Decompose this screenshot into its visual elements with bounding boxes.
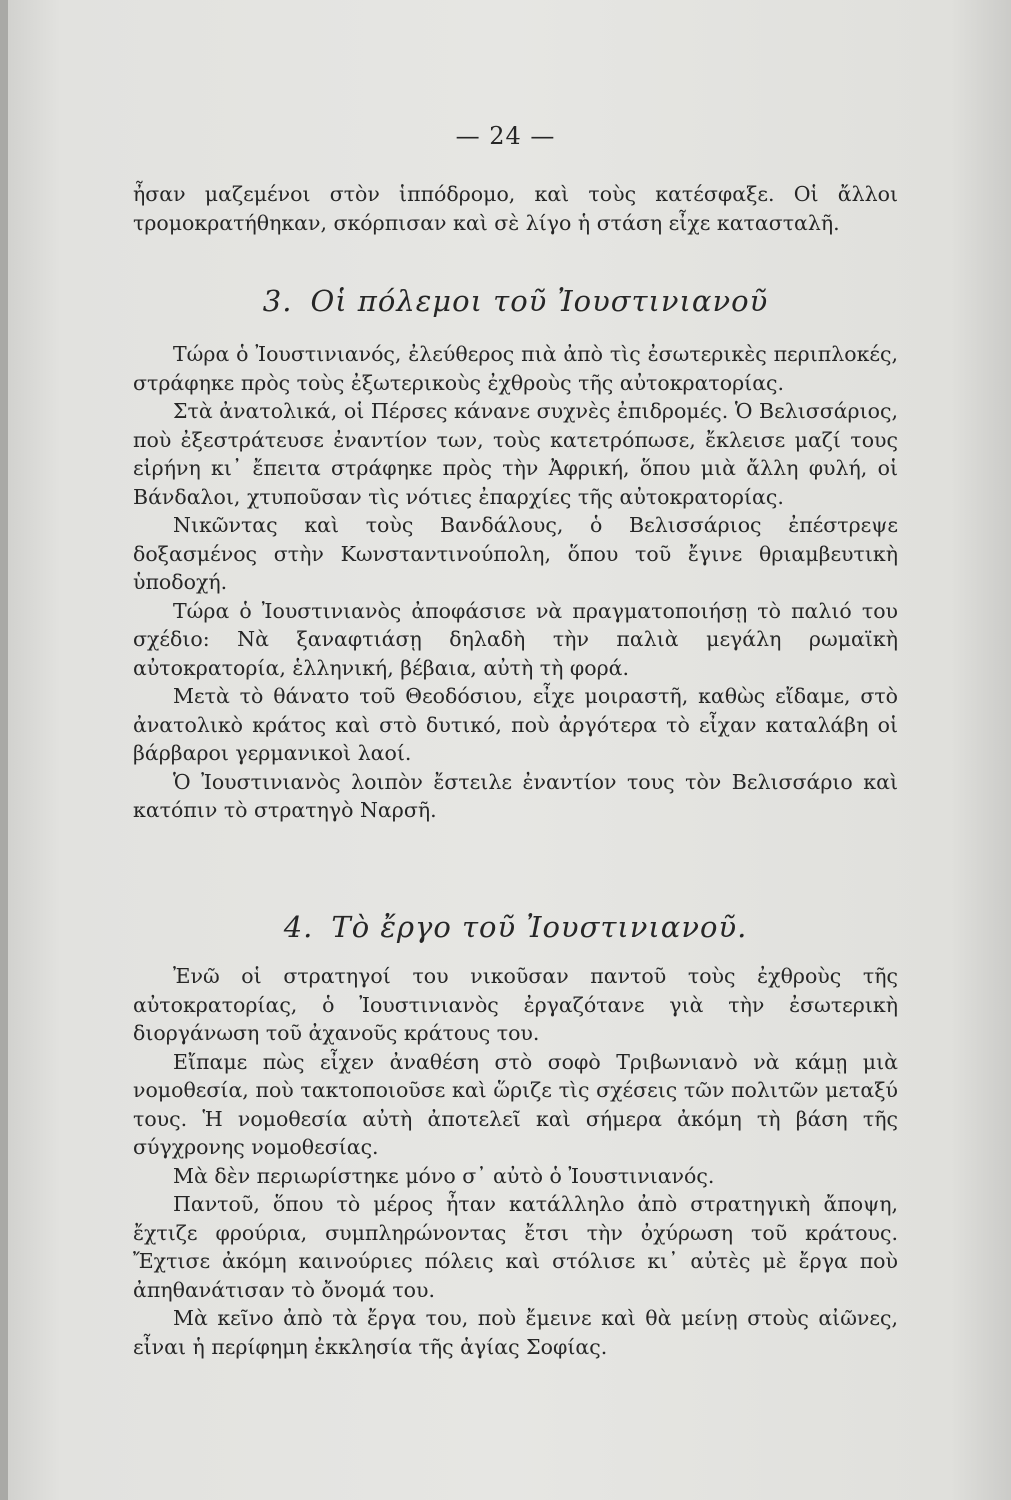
section-3-number: 3.	[262, 284, 293, 318]
section-3-body	[133, 340, 898, 825]
section-4-title: Τὸ ἔργο τοῦ Ἰουστινιανοῦ.	[331, 910, 748, 944]
page-number: — 24 —	[455, 122, 556, 150]
section-3-title: Οἱ πόλεμοι τοῦ Ἰουστινιανοῦ	[310, 284, 769, 318]
section-4-body	[133, 962, 898, 1361]
intro-text	[133, 180, 898, 237]
paragraph: Εἴπαμε πὼς εἶχεν ἀναθέση στὸ σοφὸ Τριβωνιανὸ νὰ κάμῃ μιὰ νομοθεσία, ποὺ τακτοποιοῦσε καὶ ὥριζε τὶς σχέσεις τῶν πολιτῶν μεταξύ τους. Ἡ νομοθεσία αὐτὴ ἀποτελεῖ καὶ σήμερα ἀκόμη τὴ βάση τῆς σύγχρονης νομοθεσίας.	[133, 1049, 898, 1159]
paragraph: Τώρα ὁ Ἰουστινιανός, ἐλεύθερος πιὰ ἀπὸ τὶς ἐσωτερικὲς περιπλοκές, στράφηκε πρὸς τοὺς ἐξωτερικοὺς ἐχθροὺς τῆς αὐτοκρατορίας.	[133, 342, 898, 395]
paragraph: Ἐνῶ οἱ στρατηγοί του νικοῦσαν παντοῦ τοὺς ἐχθροὺς τῆς αὐτοκρατορίας, ὁ Ἰουστινιανὸς ἐργαζότανε γιὰ τὴν ἐσωτερικὴ διοργάνωση τοῦ ἀχανοῦς κράτους του.	[133, 964, 898, 1045]
paragraph: Στὰ ἀνατολικά, οἱ Πέρσες κάνανε συχνὲς ἐπιδρομές. Ὁ Βελισσάριος, ποὺ ἐξεστράτευσε ἐναντίον των, τοὺς κατετρόπωσε, ἔκλεισε μαζί τους εἰρήνη κι᾽ ἔπειτα στράφηκε πρὸς τὴν Ἀφρική, ὅπου μιὰ ἄλλη φυλή, οἱ Βάνδαλοι, χτυποῦσαν τὶς νότιες ἐπαρχίες τῆς αὐτοκρατορίας.	[133, 399, 898, 509]
page-gutter-shadow	[0, 0, 8, 1500]
section-3-heading	[133, 284, 898, 318]
paragraph: Τώρα ὁ Ἰουστινιανὸς ἀποφάσισε νὰ πραγματοποιήσῃ τὸ παλιό του σχέδιο: Νὰ ξαναφτιάσῃ δηλαδὴ τὴν παλιὰ μεγάλη ρωμαϊκὴ αὐτοκρατορία, ἑλληνική, βέβαια, αὐτὴ τὴ φορά.	[133, 598, 898, 680]
paragraph: Μὰ κεῖνο ἀπὸ τὰ ἔργα του, ποὺ ἔμεινε καὶ θὰ μείνῃ στοὺς αἰῶνες, εἶναι ἡ περίφημη ἐκκλησία τῆς ἁγίας Σοφίας.	[133, 1306, 898, 1359]
section-4-number: 4.	[283, 910, 314, 944]
paragraph: Παντοῦ, ὅπου τὸ μέρος ἦταν κατάλληλο ἀπὸ στρατηγικὴ ἄποψη, ἔχτιζε φρούρια, συμπληρώνοντας ἔτσι τὴν ὀχύρωση τοῦ κράτους. Ἔχτισε ἀκόμη καινούριες πόλεις καὶ στόλισε κι᾽ αὐτὲς μὲ ἔργα ποὺ ἀπηθανάτισαν τὸ ὄνομά του.	[133, 1192, 898, 1302]
paragraph: Νικῶντας καὶ τοὺς Βανδάλους, ὁ Βελισσάριος ἐπέστρεψε δοξασμένος στὴν Κωνσταντινούπολη, ὅπου τοῦ ἔγινε θριαμβευτικὴ ὑποδοχή.	[133, 513, 898, 594]
paragraph: Ὁ Ἰουστινιανὸς λοιπὸν ἔστειλε ἐναντίον τους τὸν Βελισσάριο καὶ κατόπιν τὸ στρατηγὸ Ναρσῆ.	[133, 769, 898, 822]
paragraph: Μετὰ τὸ θάνατο τοῦ Θεοδόσιου, εἶχε μοιραστῆ, καθὼς εἴδαμε, στὸ ἀνατολικὸ κράτος καὶ στὸ δυτικό, ποὺ ἀργότερα τὸ εἶχαν καταλάβη οἱ βάρβαροι γερμανικοὶ λαοί.	[133, 684, 898, 765]
section-4-heading	[133, 910, 898, 944]
paragraph: Μὰ δὲν περιωρίστηκε μόνο σ᾽ αὐτὸ ὁ Ἰουστινιανός.	[173, 1163, 715, 1188]
paragraph: ἦσαν μαζεμένοι στὸν ἱππόδρομο, καὶ τοὺς κατέσφαξε. Οἱ ἄλλοι τρομοκρατήθηκαν, σκόρπισαν καὶ σὲ λίγο ἡ στάση εἶχε κατασταλῆ.	[133, 182, 898, 235]
